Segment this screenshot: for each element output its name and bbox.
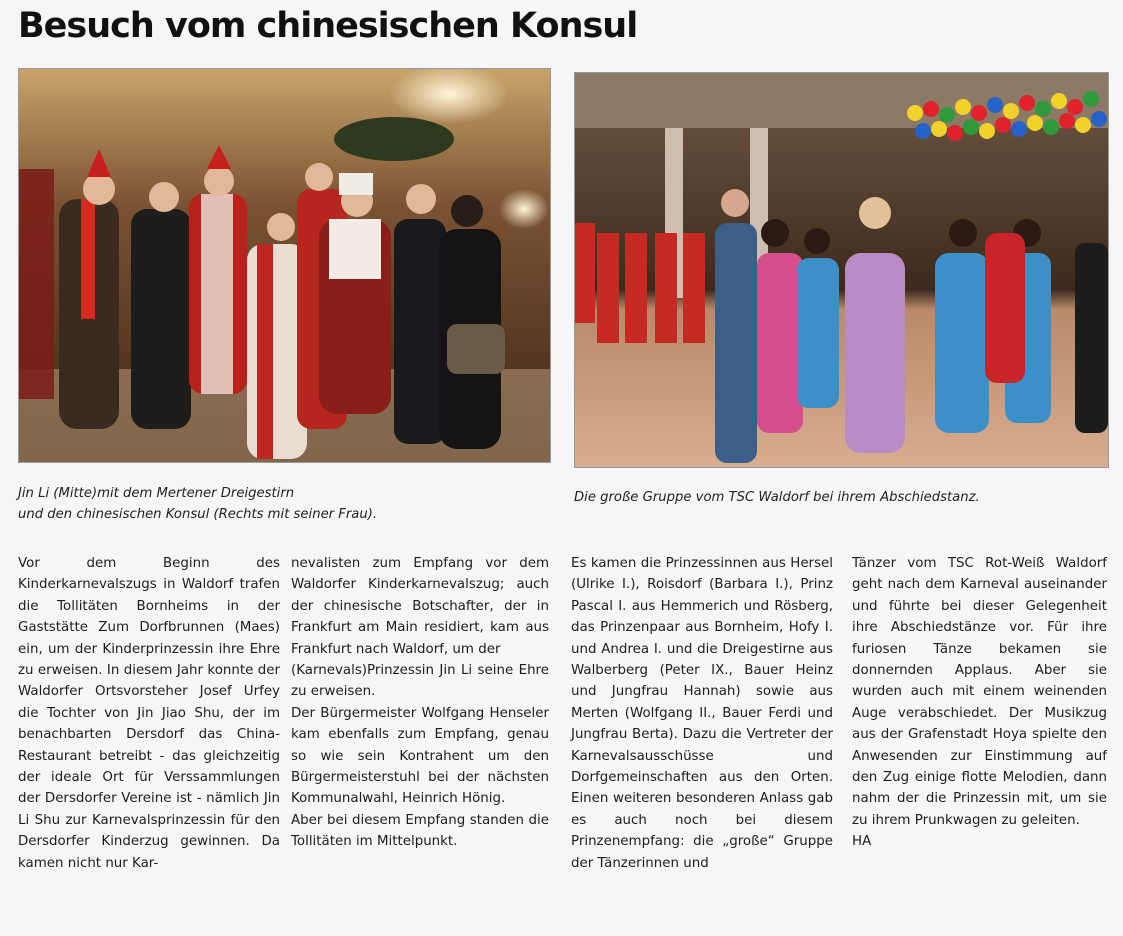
photo-consul-group-image — [19, 69, 550, 462]
paragraph: Vor dem Beginn des Kinderkarnevalszugs in Waldorf trafen die Tollitäten Bornheims in der Gaststätte Zum Dorfbrunnen (Maes) ein, um der Kinderprinzessin ihre Ehre zu erweisen. In diesem Jahr konnte der Waldorfer Ortsvorsteher Josef Urfey die Tochter von Jin Jiao Shu, der im benachbarten Dersdorf das China-Restaurant betreibt - das gleichzeitig der ideale Ort für Verssammlungen der Dersdorfer Vereine ist - nämlich Jin Li Shu zur Karnevalsprinzessin für den Dersdorfer Kinderzug gewinnen. Da kamen nicht nur Kar- — [18, 556, 280, 871]
photo-caption-left: Jin Li (Mitte)mit dem Mertener Dreigestirn und den chinesischen Konsul (Rechts mit seiner Frau). — [18, 486, 378, 522]
author-signature: HA — [852, 834, 872, 850]
article-column-4 — [852, 553, 1107, 853]
photo-caption-right: Die große Gruppe vom TSC Waldorf bei ihrem Abschiedstanz. — [574, 490, 980, 505]
article-headline: Besuch vom chinesischen Konsul — [18, 6, 638, 46]
photo-consul-group — [18, 68, 551, 463]
article-column-3 — [571, 553, 833, 874]
paragraph: Tänzer vom TSC Rot-Weiß Waldorf geht nach dem Karneval auseinander und führte bei dieser Gelegenheit ihre Abschiedstänze vor. Für ihre furiosen Tänze bekamen sie donnernden Applaus. Aber sie wurden auch mit einem weinenden Auge verabschiedet. Der Musikzug aus der Grafenstadt Hoya spielte den Anwesenden zur Einstimmung auf den Zug einige flotte Melodien, dann nahm der die Prinzessin mit, um sie zu ihrem Prunkwagen zu geleiten. — [852, 556, 1107, 828]
paragraph: Der Bürgermeister Wolfgang Henseler kam ebenfalls zum Empfang, genau so wie sein Kontrahent um den Bürgermeisterstuhl bei der nächsten Kommunalwahl, Heinrich Hönig. — [291, 705, 549, 807]
article-column-1 — [18, 553, 280, 874]
paragraph: Aber bei diesem Empfang standen die Tollitäten im Mittelpunkt. — [291, 812, 549, 850]
paragraph: (Karnevals)Prinzessin Jin Li seine Ehre zu erweisen. — [291, 663, 549, 700]
article-column-2 — [291, 553, 549, 853]
paragraph: nevalisten zum Empfang vor dem Waldorfer Kinderkarnevalszug; auch der chinesische Botschafter, der in Frankfurt am Main residiert, kam aus Frankfurt nach Waldorf, um der — [291, 556, 549, 657]
photo-dance-group-image — [575, 73, 1108, 467]
paragraph: Es kamen die Prinzessinnen aus Hersel (Ulrike I.), Roisdorf (Barbara I.), Prinz Pascal I. aus Hemmerich und Rösberg, das Prinzenpaar aus Bornheim, Hofy I. und Andrea I. und die Dreigestirne aus Walberberg (Peter IX., Bauer Heinz und Jungfrau Hannah) sowie aus Merten (Wolfgang II., Bauer Ferdi und Jungfrau Berta). Dazu die Vertreter der Karnevalsausschüsse und Dorfgemeinschaften aus den Orten. Einen weiteren besonderen Anlass gab es auch noch bei diesem Prinzenempfang: die „große“ Gruppe der Tänzerinnen und — [571, 556, 833, 871]
photo-dance-group — [574, 72, 1109, 468]
